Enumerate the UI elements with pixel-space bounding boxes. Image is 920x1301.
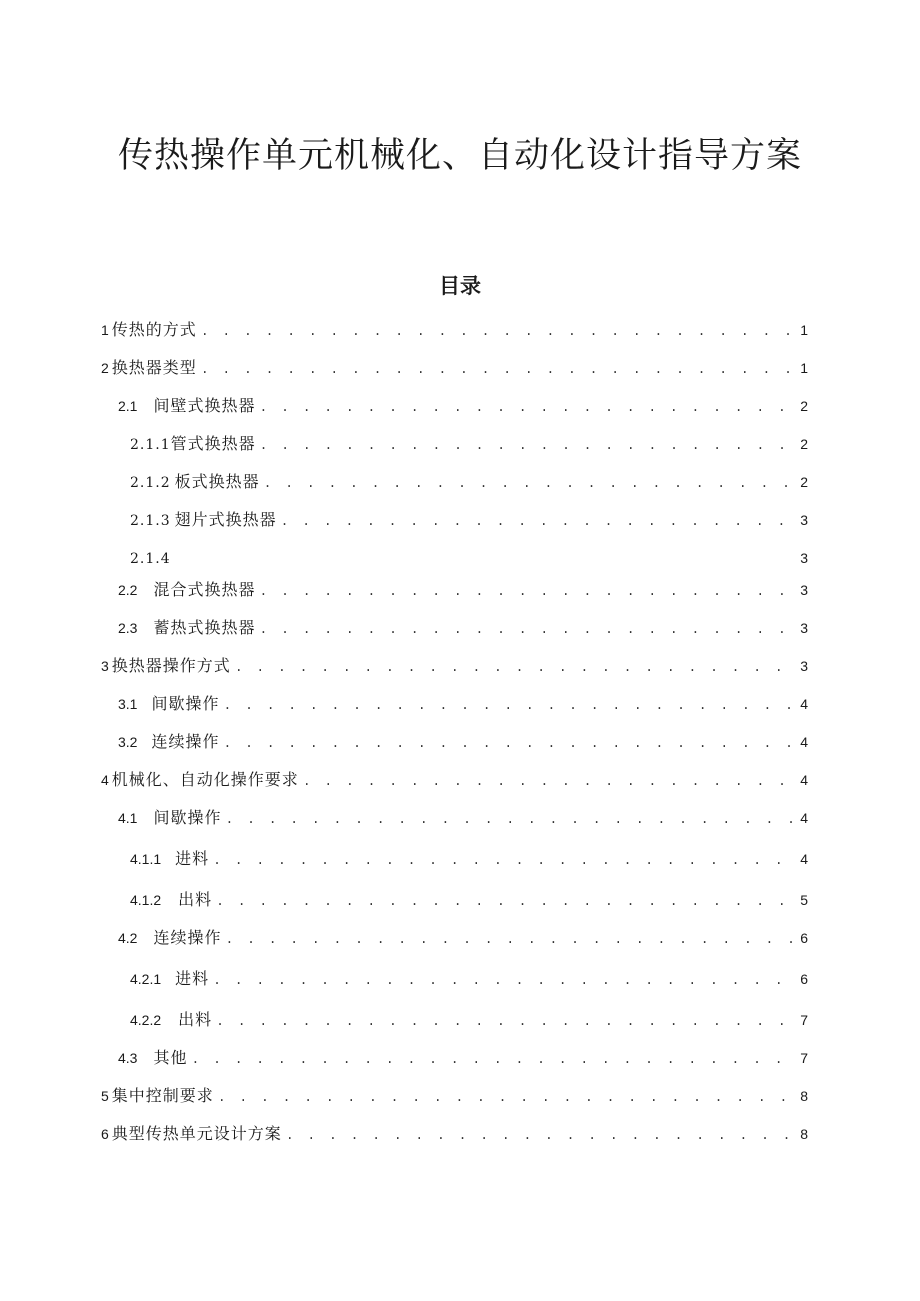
toc-entry[interactable]	[0, 1046, 808, 1070]
toc-page-number: 4	[800, 851, 808, 867]
toc-dot-leader	[235, 656, 792, 680]
toc-page-number: 1	[800, 322, 808, 338]
toc-entry-number: 2.1.1	[130, 437, 171, 453]
document-title: 传热操作单元机械化、自动化设计指导方案	[117, 136, 802, 176]
toc-entry-number: 2.1.2	[130, 475, 171, 491]
toc-page-number: 2	[800, 398, 808, 414]
toc-dot-leader	[303, 770, 792, 794]
toc-entry-number: 4.1.1	[130, 851, 162, 867]
toc-entry-number: 4.1	[118, 810, 138, 826]
toc-dot-leader	[259, 580, 792, 604]
toc-entry-title: 混合式换热器	[153, 580, 256, 599]
toc-heading: 目录	[439, 274, 481, 298]
toc-dot-leader	[213, 969, 792, 993]
toc-entry-number: 1	[101, 322, 109, 338]
toc-entry-number: 6	[101, 1126, 109, 1142]
toc-entry-title: 间歇操作	[153, 808, 222, 827]
toc-entry[interactable]	[0, 356, 808, 380]
toc-page-number: 4	[800, 734, 808, 750]
toc-entry[interactable]	[0, 692, 808, 716]
toc-entry-title: 间壁式换热器	[153, 396, 256, 415]
toc-dot-leader	[213, 849, 792, 873]
toc-dot-leader	[201, 320, 792, 344]
toc-page-number: 3	[800, 582, 808, 598]
toc-entry-title: 板式换热器	[174, 472, 260, 491]
toc-entry-title: 典型传热单元设计方案	[111, 1124, 282, 1143]
toc-entry-number: 4.3	[118, 1050, 138, 1066]
toc-page-number: 7	[800, 1050, 808, 1066]
toc-page-number: 3	[800, 550, 808, 566]
toc-dot-leader	[223, 694, 792, 718]
toc-entry-title: 机械化、自动化操作要求	[111, 770, 299, 789]
toc-page-number: 3	[800, 620, 808, 636]
toc-page-number: 7	[800, 1012, 808, 1028]
toc-dot-leader	[201, 358, 792, 382]
toc-entry-number: 3.2	[118, 734, 138, 750]
toc-entry-number: 2.2	[118, 582, 138, 598]
toc-entry[interactable]	[0, 546, 808, 570]
toc-dot-leader	[260, 434, 792, 458]
toc-entry-number: 4.1.2	[130, 892, 162, 908]
toc-entry-number: 5	[101, 1088, 109, 1104]
toc-dot-leader	[281, 510, 792, 534]
toc-page-number: 8	[800, 1088, 808, 1104]
toc-dot-leader	[216, 890, 792, 914]
toc-entry-title: 蓄热式换热器	[153, 618, 256, 637]
toc-entry-number: 2	[101, 360, 109, 376]
toc-entry-number: 4.2.1	[130, 971, 162, 987]
toc-dot-leader	[286, 1124, 792, 1148]
toc-entry[interactable]	[0, 432, 808, 456]
toc-entry-title: 出料	[178, 1010, 213, 1029]
toc-entry[interactable]	[0, 1122, 808, 1146]
toc-page-number: 8	[800, 1126, 808, 1142]
toc-dot-leader	[218, 1086, 792, 1110]
toc-entry-number: 2.1	[118, 398, 138, 414]
toc-entry[interactable]	[0, 888, 808, 912]
toc-entry-title: 传热的方式	[111, 320, 197, 339]
toc-entry-title: 换热器类型	[111, 358, 197, 377]
toc-entry-title: 换热器操作方式	[111, 656, 231, 675]
toc-entry[interactable]	[0, 470, 808, 494]
toc-entry[interactable]	[0, 847, 808, 871]
toc-dot-leader	[259, 618, 792, 642]
toc-dot-leader	[216, 1010, 792, 1034]
toc-page-number: 4	[800, 696, 808, 712]
toc-entry-title: 管式换热器	[170, 434, 256, 453]
toc-entry[interactable]	[0, 926, 808, 950]
toc-entry[interactable]	[0, 730, 808, 754]
toc-page-number: 4	[800, 810, 808, 826]
toc-dot-leader	[225, 808, 792, 832]
toc-dot-leader	[223, 732, 792, 756]
toc-entry-number: 3.1	[118, 696, 138, 712]
toc-entry-number: 4.2	[118, 930, 138, 946]
toc-entry-number: 3	[101, 658, 109, 674]
toc-dot-leader	[264, 472, 792, 496]
toc-entry-number: 2.3	[118, 620, 138, 636]
toc-page-number: 4	[800, 772, 808, 788]
toc-dot-leader	[225, 928, 792, 952]
toc-entry-title: 其他	[153, 1048, 188, 1067]
toc-page-number: 3	[800, 658, 808, 674]
toc-entry[interactable]	[0, 616, 808, 640]
toc-page-number: 6	[800, 930, 808, 946]
toc-entry[interactable]	[0, 806, 808, 830]
toc-entry[interactable]	[0, 768, 808, 792]
toc-entry-title: 连续操作	[153, 928, 222, 947]
toc-entry-number: 4.2.2	[130, 1012, 162, 1028]
toc-entry-number: 2.1.3	[130, 513, 171, 529]
toc-entry-title: 出料	[178, 890, 213, 909]
toc-page-number: 2	[800, 474, 808, 490]
toc-entry-title: 集中控制要求	[111, 1086, 214, 1105]
toc-page-number: 2	[800, 436, 808, 452]
toc-entry-number: 2.1.4	[130, 551, 171, 567]
toc-entry[interactable]	[0, 654, 808, 678]
toc-page-number: 1	[800, 360, 808, 376]
toc-entry[interactable]	[0, 578, 808, 602]
toc-entry[interactable]	[0, 508, 808, 532]
toc-entry-title: 进料	[175, 849, 210, 868]
toc-dot-leader	[259, 396, 792, 420]
toc-page-number: 3	[800, 512, 808, 528]
toc-page-number: 6	[800, 971, 808, 987]
toc-entry[interactable]	[0, 967, 808, 991]
toc-entry-title: 间歇操作	[151, 694, 220, 713]
toc-entry-title: 进料	[175, 969, 210, 988]
toc-entry[interactable]	[0, 1084, 808, 1108]
toc-dot-leader	[191, 1048, 792, 1072]
toc-entry-title: 连续操作	[151, 732, 220, 751]
toc-entry-number: 4	[101, 772, 109, 788]
toc-entry[interactable]	[0, 318, 808, 342]
toc-entry[interactable]	[0, 1008, 808, 1032]
toc-page-number: 5	[800, 892, 808, 908]
toc-entry-title: 翅片式换热器	[174, 510, 277, 529]
toc-entry[interactable]	[0, 394, 808, 418]
